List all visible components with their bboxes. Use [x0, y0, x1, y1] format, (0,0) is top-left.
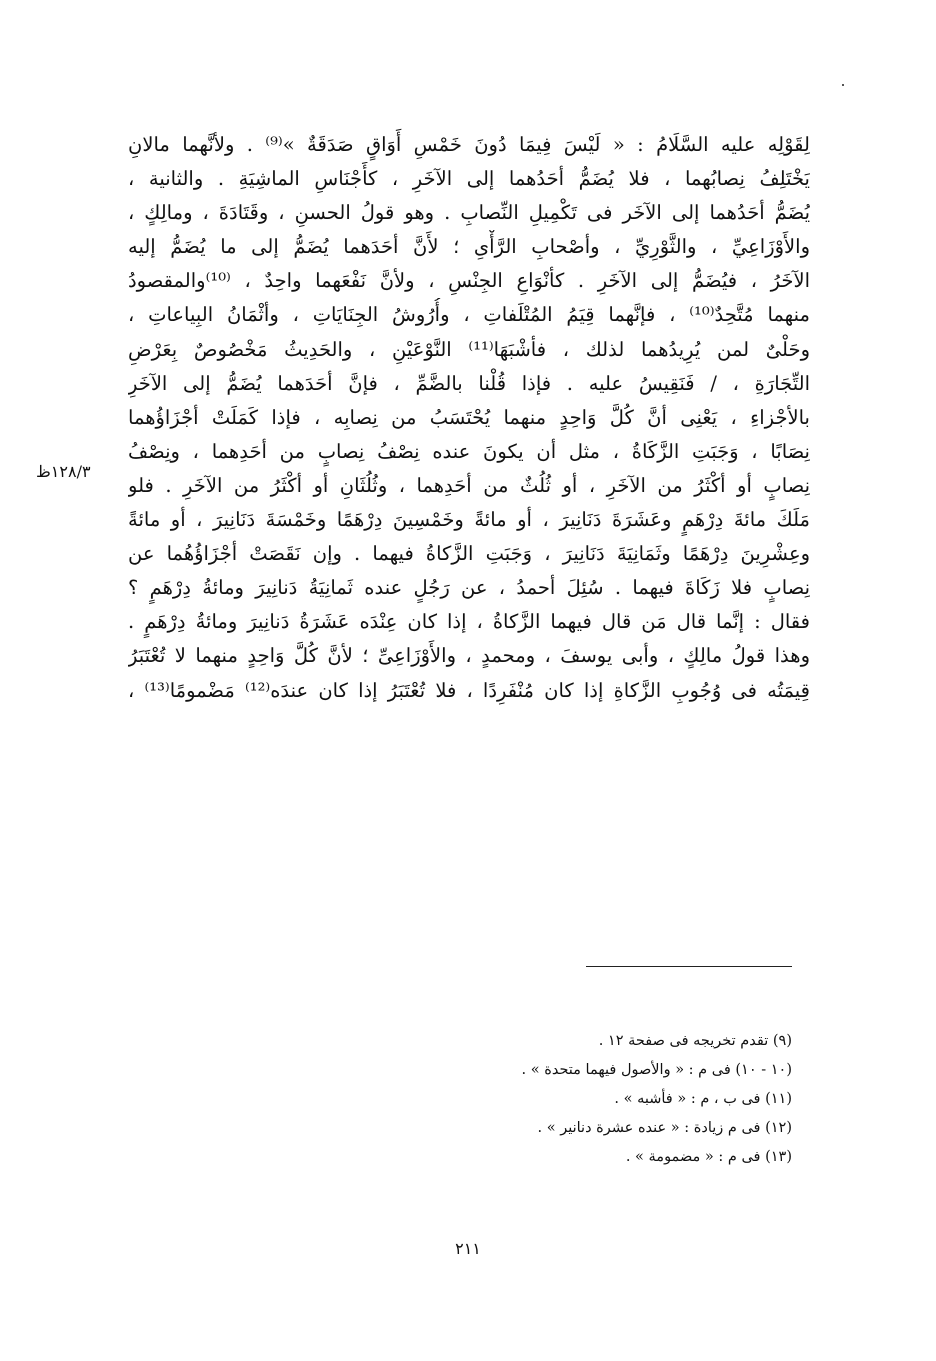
scan-speck [842, 84, 844, 86]
text-line-5: الآخَرُ ، فيُضَمُّ إلى الآخَرِ . كأنْوَاعِ الجِنْسِ ، ولأنَّ نَفْعَهما واحِدٌ ، ⁽¹⁰⁾والمقصودُ [128, 269, 810, 293]
footnotes-block [300, 1027, 792, 1172]
footnote-9: (٩) تقدم تخريجه فى صفحة ١٢ . [598, 1033, 792, 1049]
text-line-7: وحَلْىٌ لمن يُرِيدُهما لذلك ، فأشْبَهَا⁽¹¹⁾ النَّوْعَيْنِ ، والحَدِيثُ مَخْصُوصٌ بِعَرْضِ [128, 337, 810, 361]
footnote-13: (١٣) فى م : « مضمومة » . [625, 1149, 792, 1165]
text-line-11: نِصابٍ أو أكْثَرُ من الآخَرِ ، أو ثُلُثٌ من أحَدِهما ، وثُلُثَانِ أو أكْثَرُ من الآخَرِ . فلو [128, 473, 810, 497]
footnote-11: (١١) فى ب ، م : « فأشبه » . [614, 1091, 792, 1107]
text-line-3: يُضَمُّ أحَدُهما إلى الآخَر فى تَكْمِيلِ النِّصابِ . وهو قولُ الحسنِ ، وقَتَادَةَ ، ومالِكٍ ، [128, 201, 810, 225]
main-text-block [128, 128, 810, 708]
text-line-9: بالأجْزاءِ ، يَعْنِى أنَّ كُلَّ وَاحِدٍ منهما يُحْتَسَبُ من نِصابِه ، فإذا كَمَلَتْ أجْزَاؤُهما [128, 405, 810, 429]
text-line-16: وهذا قولُ مالِكٍ ، وأبى يوسفَ ، ومحمدٍ ، والأَوْزَاعِىِّ ؛ لأنَّ كُلَّ وَاحِدٍ منهما لا تُعْتَبَرُ [128, 644, 810, 668]
text-line-17: قِيمَتُه فى وُجُوبِ الزَّكاةِ إذا كان مُنْفَرِدًا ، فلا تُعْتَبَرُ إذا كان عندَه⁽¹²⁾ مَضْمومًا⁽¹³⁾ ، [128, 678, 810, 702]
text-line-2: يَخْتَلِفُ نِصابُهما ، فلا يُضَمُّ أحَدُهما إلى الآخَرِ ، كأَجْنَاسِ الماشِيَةِ . والثانية ، [128, 167, 810, 191]
page-number: ٢١١ [455, 1239, 481, 1258]
text-line-4: والأَوْزَاعِيِّ ، والثَّوْرِيِّ ، وأصْحابِ الرَّأْىِ ؛ لأَنَّ أحَدَهما يُضَمُّ إلى ما يُضَمُّ إليه [128, 235, 810, 259]
text-line-15: فقال : إنَّما قال مَن قال فيهما الزَّكاةُ ، إذا كان عِنْدَه عَشَرَةُ دَنانِيرَ ومائةُ دِرْهَمٍ . [128, 610, 810, 634]
footnote-10: (١٠ - ١٠) فى م : « والأصول فيهما متحدة » . [521, 1062, 792, 1078]
text-line-14: نِصابٍ فلا زَكَاةَ فيهما . سُئِلَ أحمدُ ، عن رَجُلٍ عنده ثَمانِيَةُ دَنانِيرَ ومائةُ دِرْهَمٍ ؟ [128, 576, 810, 600]
text-line-10: نِصَابًا ، وَجَبَتِ الزَّكَاةُ ، مثل أن يكونَ عنده نِصْفُ نِصابٍ من أحَدِهما ، ونِصْفُ [128, 439, 810, 463]
footnote-separator [586, 966, 792, 967]
text-line-8: التِّجَارَةِ ، / فَنَقِيسُ عليه . فإذا قُلْنا بالضَّمِّ ، فإنَّ أحَدَهما يُضَمُّ إلى الآخَرِ [128, 371, 810, 395]
manuscript-folio-marker: ١٢٨/٣ظ [36, 462, 91, 481]
text-line-13: وعِشْرِينَ دِرْهَمًا وثَمَانِيَةَ دَنَانِيرَ ، وَجَبَتِ الزَّكاةُ فيهما . وإن نَقَصَتْ أجْزَاؤُهُما عن [128, 542, 810, 566]
text-line-12: مَلَكَ مائةَ دِرْهَمٍ وعَشَرَةَ دَنَانِيرَ ، أو مائةً وخَمْسِينَ دِرْهَمًا وخَمْسَةَ دَنَانِيرَ ، أو مائةً [128, 508, 810, 532]
text-line-1: لِقَوْلِه عليه السَّلَامُ : « لَيْسَ فِيمَا دُونَ خَمْسِ أَوَاقٍ صَدَقَةٌ »⁽⁹⁾ . ولأنَّهما مالانِ [128, 133, 810, 156]
text-line-6: منهما مُتَّحِدٌ⁽¹⁰⁾ ، فإنَّهما قِيَمُ المُتْلَفاتِ ، وأُرُوشُ الجِنَايَاتِ ، وأثْمَانُ البِياعاتِ ، [128, 303, 810, 327]
footnote-12: (١٢) فى م زيادة : « عنده عشرة دنانير » . [537, 1120, 792, 1136]
